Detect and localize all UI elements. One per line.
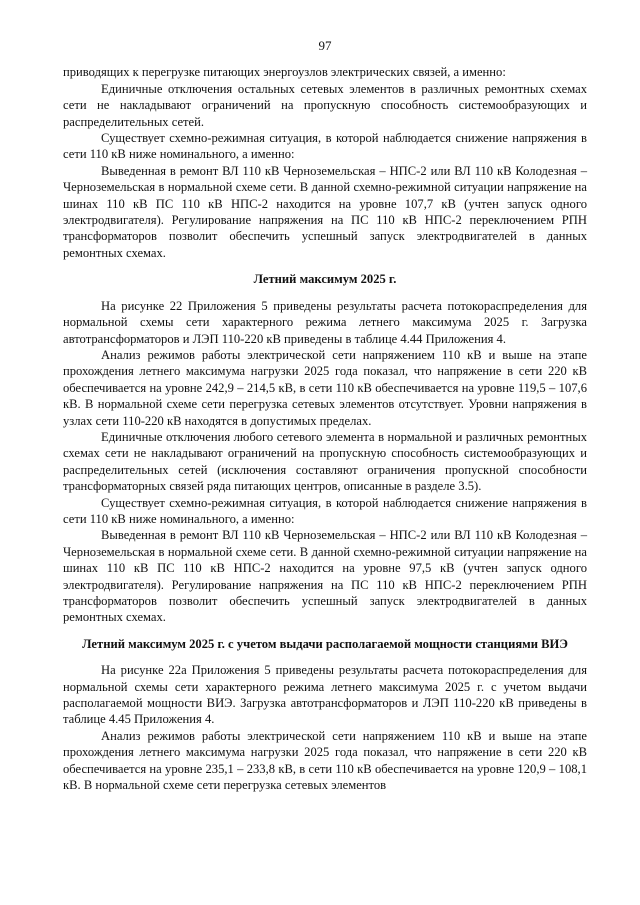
paragraph: Анализ режимов работы электрической сети напряжением 110 кВ и выше на этапе прохождения летнего максимума нагрузки 2025 года показал, что напряжение в сети 220 кВ обеспечивается на уровне 235,1 – 233,8 кВ, в сети 110 кВ обеспечивается на уровне 120,9 – 108,1 кВ. В нормальной схеме сети перегрузка сетевых элементов bbox=[63, 728, 587, 793]
section-heading: Летний максимум 2025 г. с учетом выдачи располагаемой мощности станциями ВИЭ bbox=[82, 636, 568, 651]
paragraph: Существует схемно-режимная ситуация, в которой наблюдается снижение напряжения в сети 110 кВ ниже номинального, а именно: bbox=[63, 495, 587, 526]
paragraph: Анализ режимов работы электрической сети напряжением 110 кВ и выше на этапе прохождения летнего максимума нагрузки 2025 года показал, что напряжение в сети 220 кВ обеспечивается на уровне 242,9 – 214,5 кВ, в сети 110 кВ обеспечивается на уровне 119,5 – 107,6 кВ. В нормальной схеме сети перегрузка сетевых элементов отсутствует. Уровни напряжения в узлах сети 110-220 кВ находятся в допустимых пределах. bbox=[63, 347, 587, 428]
paragraph: На рисунке 22а Приложения 5 приведены результаты расчета потокораспределения для нормальной схемы сети характерного режима летнего максимума 2025 г. с учетом выдачи располагаемой мощности ВИЭ. Загрузка автотрансформаторов и ЛЭП 110-220 кВ приведены в таблице 4.45 Приложения 4. bbox=[63, 663, 587, 727]
paragraph: Единичные отключения любого сетевого элемента в нормальной и различных ремонтных схемах сети не накладывают ограничений на пропускную способность системообразующих и распределительных сетей (исключения составляют ограничения пропускной способности трансформаторных связей ряда питающих центров, описанные в разделе 3.5). bbox=[63, 429, 587, 494]
paragraph: Выведенная в ремонт ВЛ 110 кВ Черноземельская – НПС-2 или ВЛ 110 кВ Колодезная – Черноземельская в нормальной схеме сети. В данной схемно-режимной ситуации напряжение на шинах 110 кВ ПС 110 кВ НПС-2 находится на уровне 107,7 кВ (учтен запуск одного электродвигателя). Регулирование напряжения на ПС 110 кВ НПС-2 переключением РПН трансформаторов позволит обеспечить успешный запуск электродвигателей в данных ремонтных схемах. bbox=[63, 163, 587, 260]
section-heading: Летний максимум 2025 г. bbox=[253, 272, 397, 287]
paragraph: Существует схемно-режимная ситуация, в которой наблюдается снижение напряжения в сети 110 кВ ниже номинального, а именно: bbox=[63, 131, 587, 162]
paragraph: приводящих к перегрузке питающих энергоузлов электрических связей, а именно: bbox=[63, 65, 506, 80]
paragraph: Единичные отключения остальных сетевых элементов в различных ремонтных схемах сети не накладывают ограничений на пропускную способность системообразующих и распределительных сетей. bbox=[63, 81, 587, 129]
page-number: 97 bbox=[318, 38, 332, 53]
paragraph: Выведенная в ремонт ВЛ 110 кВ Черноземельская – НПС-2 или ВЛ 110 кВ Колодезная – Черноземельская в нормальной схеме сети. В данной схемно-режимной ситуации напряжение на шинах 110 кВ ПС 110 кВ НПС-2 находится на уровне 97,5 кВ (учтен запуск одного электродвигателя). Регулирование напряжения на ПС 110 кВ НПС-2 переключением РПН трансформаторов позволит обеспечить успешный запуск электродвигателей в данных ремонтных схемах. bbox=[63, 528, 587, 625]
paragraph: На рисунке 22 Приложения 5 приведены результаты расчета потокораспределения для нормальной схемы сети характерного режима летнего максимума 2025 г. Загрузка автотрансформаторов и ЛЭП 110-220 кВ приведены в таблице 4.44 Приложения 4. bbox=[63, 298, 587, 346]
document-page bbox=[63, 38, 587, 793]
